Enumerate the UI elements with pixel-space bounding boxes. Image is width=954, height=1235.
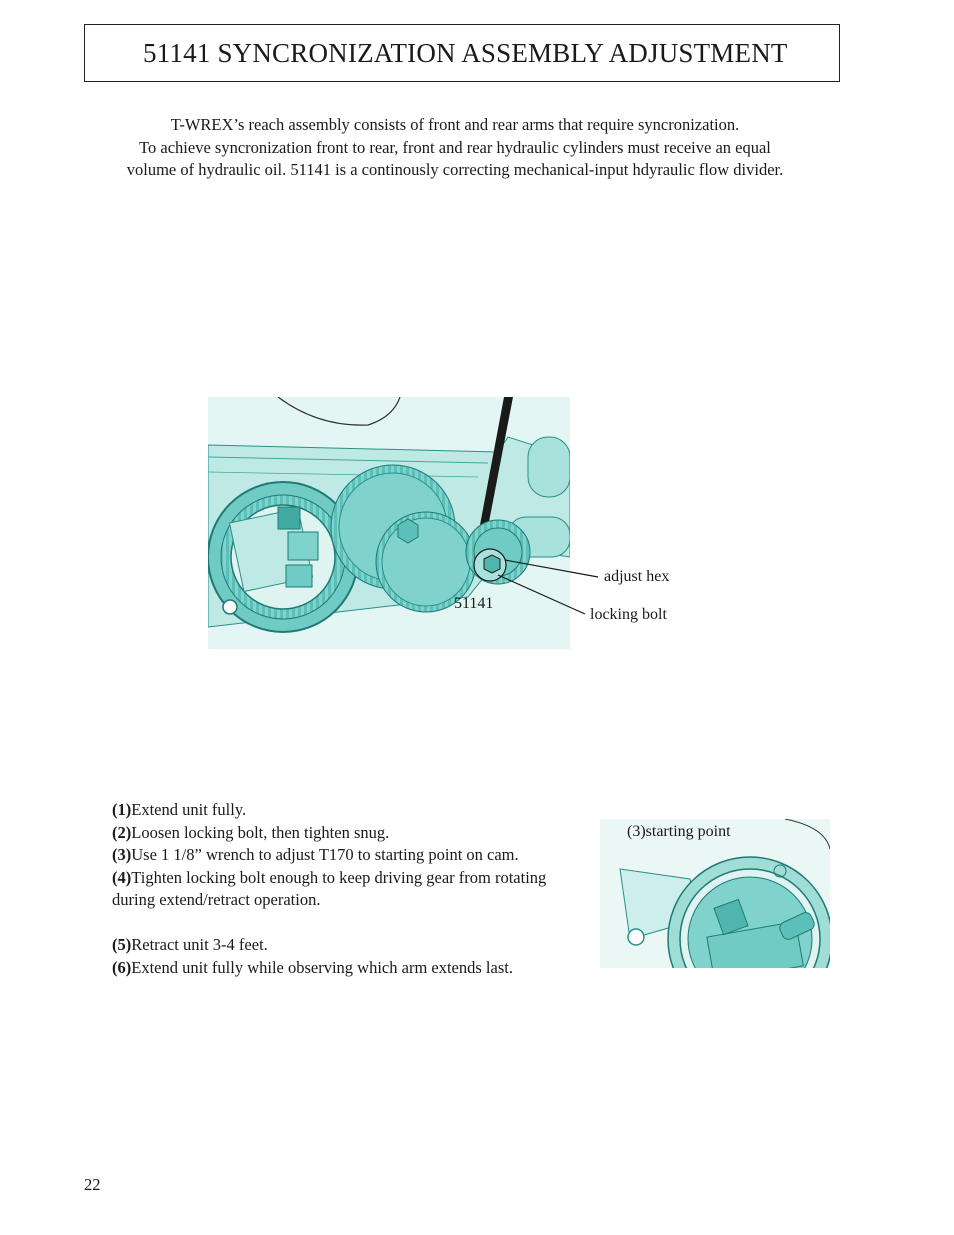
gear-assembly-illustration	[208, 397, 570, 649]
step-2: (2)Loosen locking bolt, then tighten snug.	[112, 822, 390, 842]
adjust-hex-label: adjust hex	[604, 568, 670, 585]
starting-point-label: (3)starting point	[627, 823, 731, 840]
intro-paragraph	[84, 114, 826, 182]
step-4: (4)Tighten locking bolt enough to keep driving gear from rotating	[112, 867, 547, 887]
intro-line-1: T-WREX’s reach assembly consists of front and rear arms that require syncronization.	[170, 115, 740, 134]
step-gap	[112, 912, 600, 935]
cam-starting-point-illustration	[600, 819, 830, 968]
step-4-continuation: during extend/retract operation.	[112, 890, 321, 909]
cam-drawing	[600, 819, 830, 968]
page-number: 22	[84, 1175, 101, 1194]
intro-line-2: To achieve syncronization front to rear, front and rear hydraulic cylinders must receive an equal	[139, 137, 771, 157]
step-5: (5)Retract unit 3-4 feet.	[112, 935, 268, 954]
page-title: 51141 SYNCRONIZATION ASSEMBLY ADJUSTMENT	[143, 37, 788, 68]
step-1: (1)Extend unit fully.	[112, 800, 247, 819]
part-number-label: 51141	[454, 595, 494, 612]
adjustment-steps	[112, 799, 600, 979]
locking-bolt-label: locking bolt	[590, 606, 667, 623]
gear-assembly-drawing	[208, 397, 570, 649]
title-box	[84, 24, 840, 82]
intro-line-3: volume of hydraulic oil. 51141 is a continously correcting mechanical-input hdyraulic flow divider.	[126, 160, 784, 179]
step-3: (3)Use 1 1/8” wrench to adjust T170 to starting point on cam.	[112, 845, 519, 864]
step-6: (6)Extend unit fully while observing which arm extends last.	[112, 957, 513, 977]
